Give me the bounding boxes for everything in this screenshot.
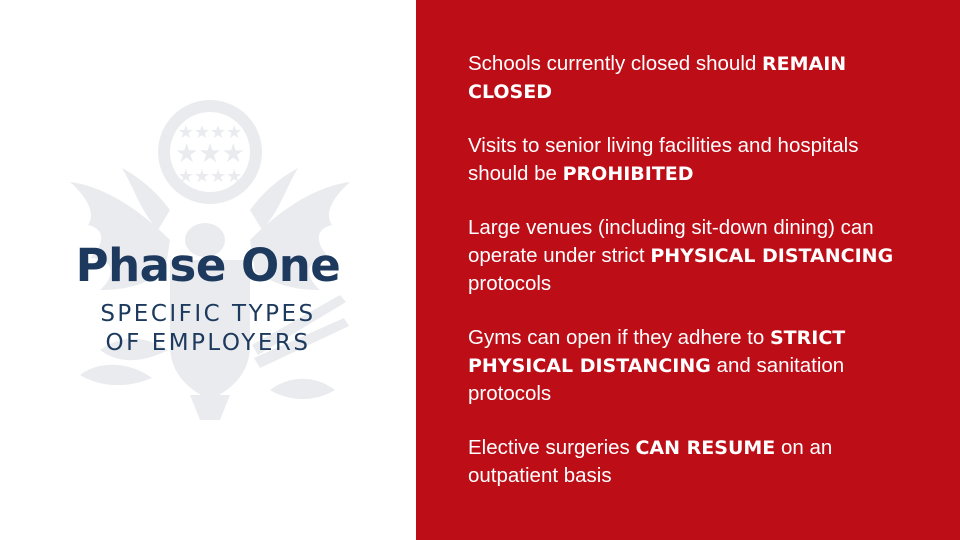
bullet-emphasis: CAN RESUME: [635, 437, 776, 459]
guideline-list: [468, 50, 918, 516]
bullet-text-tail: and sanitation protocols: [468, 354, 845, 405]
title-block: [38, 238, 378, 358]
page-subtitle: [38, 300, 378, 358]
svg-text:★★★★: ★★★★: [177, 122, 243, 143]
guideline-elective-surgeries: [468, 434, 918, 490]
bullet-text: Schools currently closed should: [468, 52, 762, 75]
bullet-text-tail: on an outpatient basis: [468, 436, 833, 487]
svg-text:★★★: ★★★: [175, 139, 245, 169]
bullet-text: Gyms can open if they adhere to: [468, 326, 770, 349]
bullet-text: Visits to senior living facilities and hospitals should be: [468, 134, 859, 185]
bullet-emphasis: PHYSICAL DISTANCING: [650, 245, 894, 267]
guideline-schools: [468, 50, 918, 106]
bullet-text: Large venues (including sit-down dining) can operate under strict: [468, 216, 874, 267]
subtitle-line-1: SPECIFIC TYPES: [100, 301, 316, 327]
right-panel: [416, 0, 960, 540]
bullet-emphasis: PROHIBITED: [562, 163, 694, 185]
bullet-emphasis: STRICT PHYSICAL DISTANCING: [468, 327, 846, 377]
bullet-text: Elective surgeries: [468, 436, 636, 459]
page-title: Phase One: [75, 239, 341, 292]
guideline-visits: [468, 132, 918, 188]
guideline-gyms: [468, 324, 918, 408]
guideline-large-venues: [468, 214, 918, 298]
svg-text:★★★★: ★★★★: [177, 166, 243, 187]
subtitle-line-2: OF EMPLOYERS: [105, 330, 311, 356]
bullet-text-tail: protocols: [468, 272, 552, 295]
bullet-emphasis: REMAIN CLOSED: [468, 53, 847, 103]
left-panel: [0, 0, 416, 540]
